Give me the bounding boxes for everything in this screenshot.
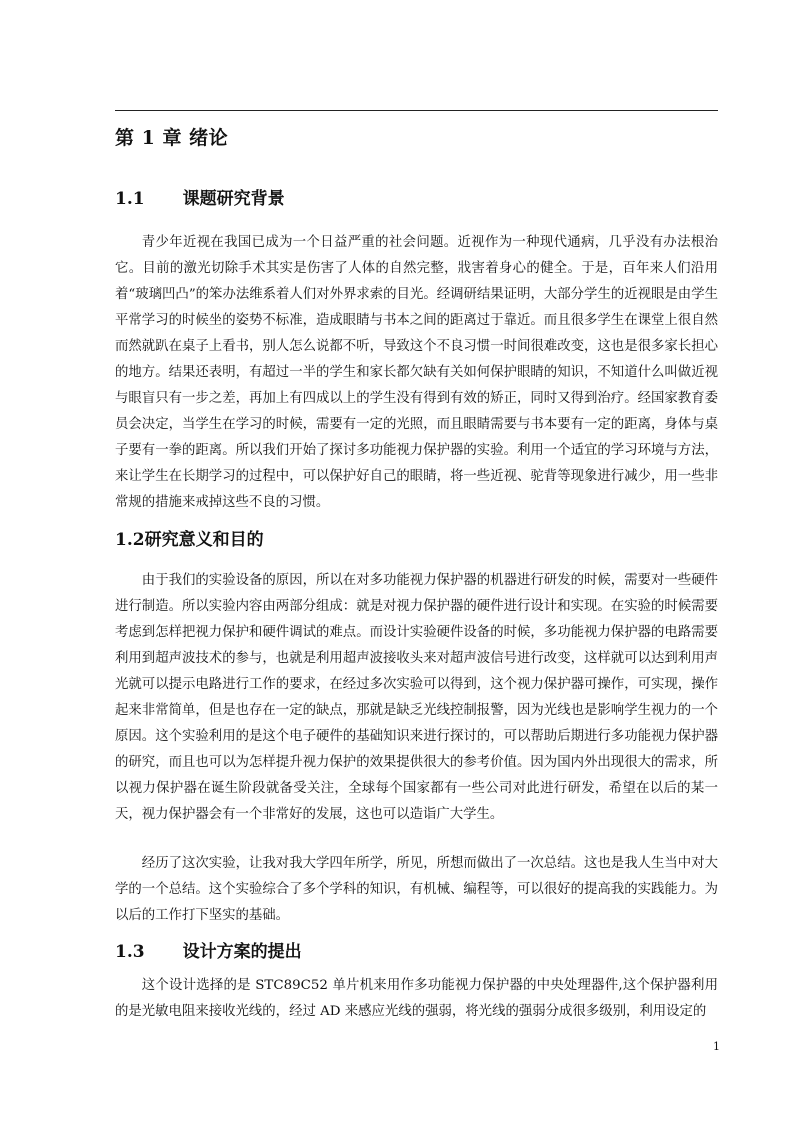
paragraph-summary: 经历了这次实验，让我对我大学四年所学，所见，所想而做出了一次总结。这也是我人生当中对大学的一个总结。这个实验综合了多个学科的知识，有机械、编程等，可以很好的提高我的实践能力。为以后的工作打下坚实的基础。 [115,856,718,923]
section-title: 设计方案的提出 [182,942,302,962]
chapter-title: 第 1 章 绪论 [115,127,229,149]
section-heading-1-1 [115,187,718,211]
paragraph-significance: 由于我们的实验设备的原因，所以在对多功能视力保护器的机器进行研发的时候，需要对一些硬件进行制造。所以实验内容由两部分组成：就是对视力保护器的硬件进行设计和实现。在实验的时候需要考虑到怎样把视力保护和硬件调试的难点。而设计实验硬件设备的时候，多功能视力保护器的电路需要利用到超声波技术的参与，也就是利用超声波接收头来对超声波信号进行改变，这样就可以达到利用声光就可以提示电路进行工作的要求，在经过多次实验可以得到，这个视力保护器可操作，可实现，操作起来非常简单，但是也存在一定的缺点，那就是缺乏光线控制报警，因为光线也是影响学生视力的一个原因。这个实验利用的是这个电子硬件的基础知识来进行探讨的，可以帮助后期进行多功能视力保护器的研究，而且也可以为怎样提升视力保护的效果提供很大的参考价值。因为国内外出现很大的需求，所以视力保护器在诞生阶段就备受关注，全球每个国家都有一些公司对此进行研发，希望在以后的某一天，视力保护器会有一个非常好的发展，这也可以造诣广大学生。 [115,573,718,822]
section-number: 1.3 [115,942,145,962]
section-title: 课题研究背景 [182,189,285,209]
section-heading-1-2 [115,528,718,552]
section-title: 研究意义和目的 [144,530,264,550]
paragraph-background: 青少年近视在我国已成为一个日益严重的社会问题。近视作为一种现代通病，几乎没有办法根治它。目前的激光切除手术其实是伤害了人体的自然完整，戕害着身心的健全。于是，百年来人们沿用着“玻璃凹凸”的笨办法维系着人们对外界求索的目光。经调研结果证明，大部分学生的近视眼是由学生平常学习的时候坐的姿势不标准，造成眼睛与书本之间的距离过于靠近。而且很多学生在课堂上很自然而然就趴在桌子上看书，别人怎么说都不听，导致这个不良习惯一时间很难改变，这也是很多家长担心的地方。结果还表明，有超过一半的学生和家长都欠缺有关如何保护眼睛的知识，不知道什么叫做近视与眼盲只有一步之差，再加上有四成以上的学生没有得到有效的矫正，同时又得到治疗。经国家教育委员会决定，当学生在学习的时候，需要有一定的光照，而且眼睛需要与书本要有一定的距离，身体与桌子要有一拳的距离。所以我们开始了探讨多功能视力保护器的实验。利用一个适宜的学习环境与方法，来让学生在长期学习的过程中，可以保护好自己的眼睛，将一些近视、驼背等现象进行减少，用一些非常规的措施来戒掉这些不良的习惯。 [115,235,718,510]
section-number: 1.1 [115,189,145,209]
header-rule [115,110,718,111]
page-number: 1 [713,1040,720,1053]
section-number: 1.2 [115,530,145,550]
paragraph-design-proposal: 这个设计选择的是 STC89C52 单片机来用作多功能视力保护器的中央处理器件,这个保护器利用的是光敏电阻来接收光线的，经过 AD 来感应光线的强弱，将光线的强弱分成很多级别，利用设定的 [115,978,718,1019]
section-heading-1-3 [115,940,718,964]
